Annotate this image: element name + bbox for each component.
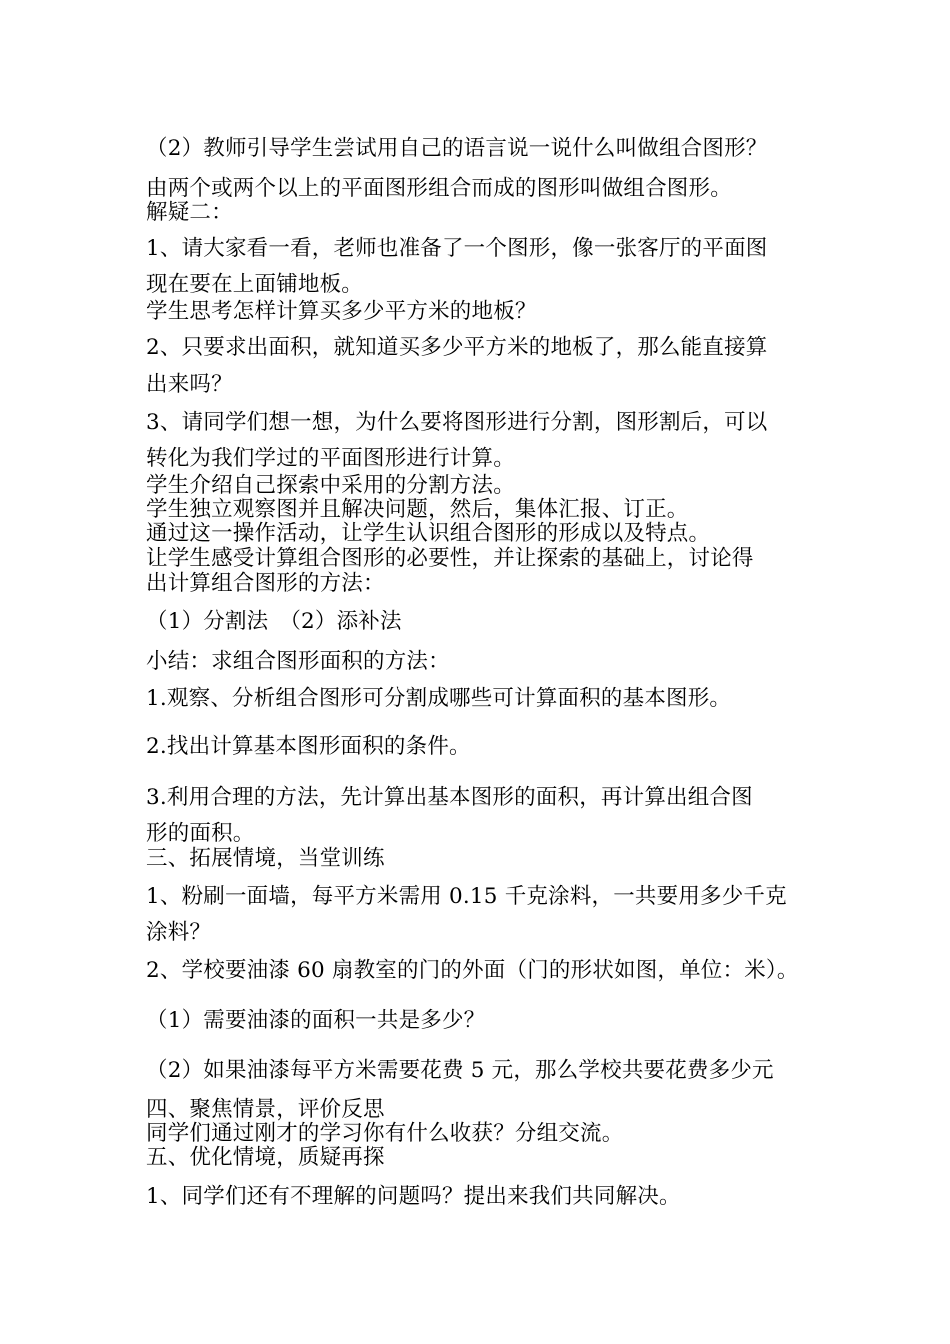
text-line: （1）需要油漆的面积一共是多少？ <box>146 1008 486 1033</box>
text-line: 1.观察、分析组合图形可分割成哪些可计算面积的基本图形。 <box>146 686 732 711</box>
text-line: 五、优化情境，质疑再探 <box>146 1145 385 1170</box>
text-line: 转化为我们学过的平面图形进行计算。 <box>146 446 515 471</box>
text-line: 学生独立观察图并且解决问题，然后，集体汇报、订正。 <box>146 497 689 522</box>
text-line: 涂料？ <box>146 920 212 945</box>
text-line: 3、请同学们想一想，为什么要将图形进行分割，图形割后，可以 <box>146 410 768 435</box>
text-line: 2、学校要油漆 60 扇教室的门的外面（门的形状如图，单位：米）。 <box>146 958 799 983</box>
text-line: 让学生感受计算组合图形的必要性，并让探索的基础上，讨论得 <box>146 546 754 571</box>
text-line: 1、请大家看一看，老师也准备了一个图形，像一张客厅的平面图 <box>146 236 768 261</box>
text-line: 学生介绍自己探索中采用的分割方法。 <box>146 473 515 498</box>
text-line: 3.利用合理的方法，先计算出基本图形的面积，再计算出组合图 <box>146 785 753 810</box>
text-line: 解疑二： <box>146 200 233 225</box>
text-line: （1）分割法 （2）添补法 <box>146 609 402 634</box>
text-line: 同学们通过刚才的学习你有什么收获？分组交流。 <box>146 1121 624 1146</box>
text-line: 小结：求组合图形面积的方法： <box>146 649 450 674</box>
text-line: 2.找出计算基本图形面积的条件。 <box>146 734 471 759</box>
text-line: 形的面积。 <box>146 821 255 846</box>
text-line: 1、同学们还有不理解的问题吗？提出来我们共同解决。 <box>146 1184 681 1209</box>
text-line: （2）教师引导学生尝试用自己的语言说一说什么叫做组合图形？ <box>146 136 768 161</box>
text-line: 1、粉刷一面墙，每平方米需用 0.15 千克涂料，一共要用多少千克 <box>146 884 787 909</box>
text-line: 四、聚焦情景，评价反思 <box>146 1097 385 1122</box>
text-line: 通过这一操作活动，让学生认识组合图形的形成以及特点。 <box>146 521 711 546</box>
text-line: 由两个或两个以上的平面图形组合而成的图形叫做组合图形。 <box>146 176 732 201</box>
text-line: 出来吗？ <box>146 372 233 397</box>
text-line: 出计算组合图形的方法： <box>146 571 385 596</box>
text-line: （2）如果油漆每平方米需要花费 5 元，那么学校共要花费多少元 <box>146 1058 774 1083</box>
text-line: 现在要在上面铺地板。 <box>146 272 364 297</box>
text-line: 2、只要求出面积，就知道买多少平方米的地板了，那么能直接算 <box>146 335 768 360</box>
text-line: 三、拓展情境，当堂训练 <box>146 846 385 871</box>
text-line: 学生思考怎样计算买多少平方米的地板？ <box>146 299 537 324</box>
